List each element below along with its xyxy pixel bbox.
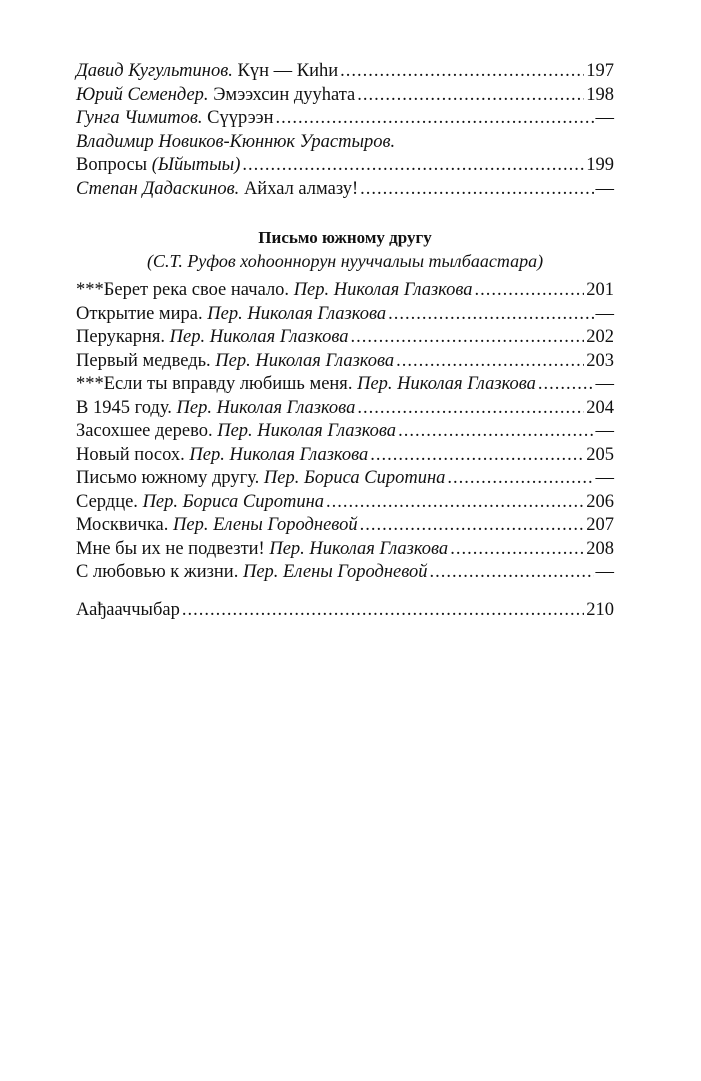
toc-entry <box>76 154 614 178</box>
leader-dots <box>398 420 593 444</box>
toc-entry <box>76 373 614 397</box>
entry-page: 210 <box>586 599 614 620</box>
entry-page: 206 <box>586 491 614 512</box>
entry-translator: Пер. Бориса Сиротина <box>142 491 325 512</box>
toc-entry <box>76 84 614 108</box>
entry-title: Перукарня. <box>76 327 166 347</box>
toc-entry <box>76 444 614 468</box>
leader-dots <box>475 279 585 303</box>
entry-page: — <box>595 421 614 441</box>
section-subheading: (С.Т. Руфов хоhооннорун нууччалыы тылбаастара) <box>146 251 544 271</box>
entry-translator: Пер. Николая Глазкова <box>269 538 449 559</box>
entry-page: 204 <box>586 397 614 418</box>
entry-title-original: (Ыйытыы) <box>151 155 241 175</box>
table-of-contents <box>76 60 614 622</box>
entry-title: Новый посох. <box>76 444 185 465</box>
entry-translator: Пер. Елены Городневой <box>173 515 358 535</box>
entry-author: Давид Кугультинов. <box>76 61 233 81</box>
toc-entry <box>76 514 614 538</box>
toc-entry <box>76 107 614 131</box>
leader-dots <box>370 444 584 468</box>
entry-author: Юрий Семендер. <box>76 84 209 105</box>
section-entry-list <box>76 279 614 585</box>
toc-entry <box>76 467 614 491</box>
entry-translator: Пер. Бориса Сиротина <box>263 468 446 488</box>
entry-page: 208 <box>586 538 614 559</box>
entry-page: 205 <box>586 444 614 465</box>
entry-translator: Пер. Николая Глазкова <box>207 303 387 324</box>
entry-page: — <box>595 374 614 394</box>
entry-title: Эмээхсин дууhата <box>213 84 356 105</box>
leader-dots <box>357 397 584 421</box>
entry-title: Засохшее дерево. <box>76 421 213 441</box>
entry-title: С любовью к жизни. <box>76 562 239 582</box>
toc-entry <box>76 326 614 350</box>
entry-page: 202 <box>586 327 614 347</box>
entry-author: Гунга Чимитов. <box>76 108 203 128</box>
entry-translator: Пер. Елены Городневой <box>242 562 428 582</box>
leader-dots <box>242 154 584 178</box>
toc-entry <box>76 60 614 84</box>
entry-title: Мне бы их не подвезти! <box>76 538 265 559</box>
entry-title: Күн — Киhи <box>237 61 339 81</box>
entry-title: Сердце. <box>76 491 138 512</box>
entry-title: ***Берет река свое начало. <box>76 280 290 300</box>
entry-title: В 1945 году. <box>76 397 172 418</box>
toc-entry-author-line <box>76 131 614 155</box>
leader-dots <box>340 60 584 84</box>
leader-dots <box>430 561 594 585</box>
leader-dots <box>396 350 584 374</box>
toc-entry <box>76 279 614 303</box>
entry-title: Аађааччыбар <box>76 599 180 620</box>
entry-page: — <box>595 178 614 199</box>
entry-page: 207 <box>586 515 614 535</box>
entry-page: 198 <box>586 84 614 105</box>
leader-dots <box>276 107 594 131</box>
leader-dots <box>182 599 584 623</box>
leader-dots <box>450 538 584 562</box>
toc-entry <box>76 491 614 515</box>
entry-translator: Пер. Николая Глазкова <box>189 444 369 465</box>
entry-page: — <box>595 468 614 488</box>
entry-page: 199 <box>586 155 614 175</box>
leader-dots <box>360 514 585 538</box>
toc-entry <box>76 599 614 623</box>
entry-translator: Пер. Николая Глазкова <box>293 280 473 300</box>
leader-dots <box>357 84 584 108</box>
leader-dots <box>388 303 593 327</box>
toc-entry <box>76 420 614 444</box>
toc-entry <box>76 538 614 562</box>
entry-title: Москвичка. <box>76 515 169 535</box>
entry-title: Вопросы <box>76 155 148 175</box>
entry-title: Письмо южному другу. <box>76 468 260 488</box>
entry-page: 197 <box>586 61 614 81</box>
entry-translator: Пер. Николая Глазкова <box>176 397 356 418</box>
leader-dots <box>351 326 585 350</box>
entry-translator: Пер. Николая Глазкова <box>357 374 536 394</box>
toc-entry <box>76 350 614 374</box>
entry-title: Айхал алмазу! <box>243 178 359 199</box>
entry-author: Степан Дадаскинов. <box>76 178 240 199</box>
leader-dots <box>360 178 593 202</box>
entry-page: 203 <box>586 350 614 371</box>
entry-translator: Пер. Николая Глазкова <box>215 350 395 371</box>
entry-translator: Пер. Николая Глазкова <box>217 421 397 441</box>
entry-title: ***Если ты вправду любишь меня. <box>76 374 353 394</box>
entry-title: Сүүрээн <box>207 108 274 128</box>
entry-title: Первый медведь. <box>76 350 211 371</box>
section-heading: Письмо южному другу <box>258 228 432 247</box>
entry-page: — <box>595 108 614 128</box>
leader-dots <box>538 373 594 397</box>
toc-entry <box>76 561 614 585</box>
entry-page: — <box>595 562 614 582</box>
entry-page: 201 <box>586 280 614 300</box>
toc-entry <box>76 303 614 327</box>
leader-dots <box>326 491 584 515</box>
leader-dots <box>447 467 593 491</box>
toc-entry <box>76 397 614 421</box>
entry-title: Открытие мира. <box>76 303 203 324</box>
entry-page: — <box>595 303 614 324</box>
entry-translator: Пер. Николая Глазкова <box>169 327 349 347</box>
toc-entry <box>76 178 614 202</box>
entry-author: Владимир Новиков-Кюннюк Урастыров. <box>76 131 396 152</box>
